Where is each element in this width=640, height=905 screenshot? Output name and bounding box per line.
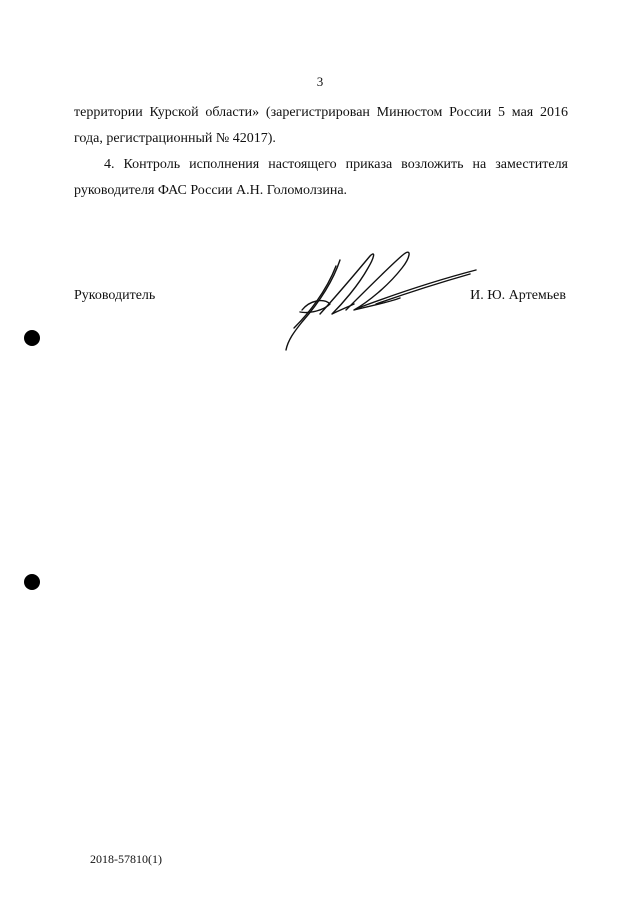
punch-hole xyxy=(24,330,40,346)
signer-title: Руководитель xyxy=(74,288,156,303)
document-code: 2018-57810(1) xyxy=(90,852,162,866)
signer-name: И. Ю. Артемьев xyxy=(470,288,566,303)
paragraph-continuation: территории Курской области» (зарегистрирован Минюстом России 5 мая 2016 года, регистрационный № 42017). xyxy=(74,105,568,146)
punch-hole xyxy=(24,574,40,590)
paragraph-item-4: 4. Контроль исполнения настоящего приказа возложить на заместителя руководителя ФАС России А.Н. Голомолзина. xyxy=(74,157,568,198)
page-number: 3 xyxy=(316,74,324,89)
handwritten-signature-icon xyxy=(280,244,480,356)
